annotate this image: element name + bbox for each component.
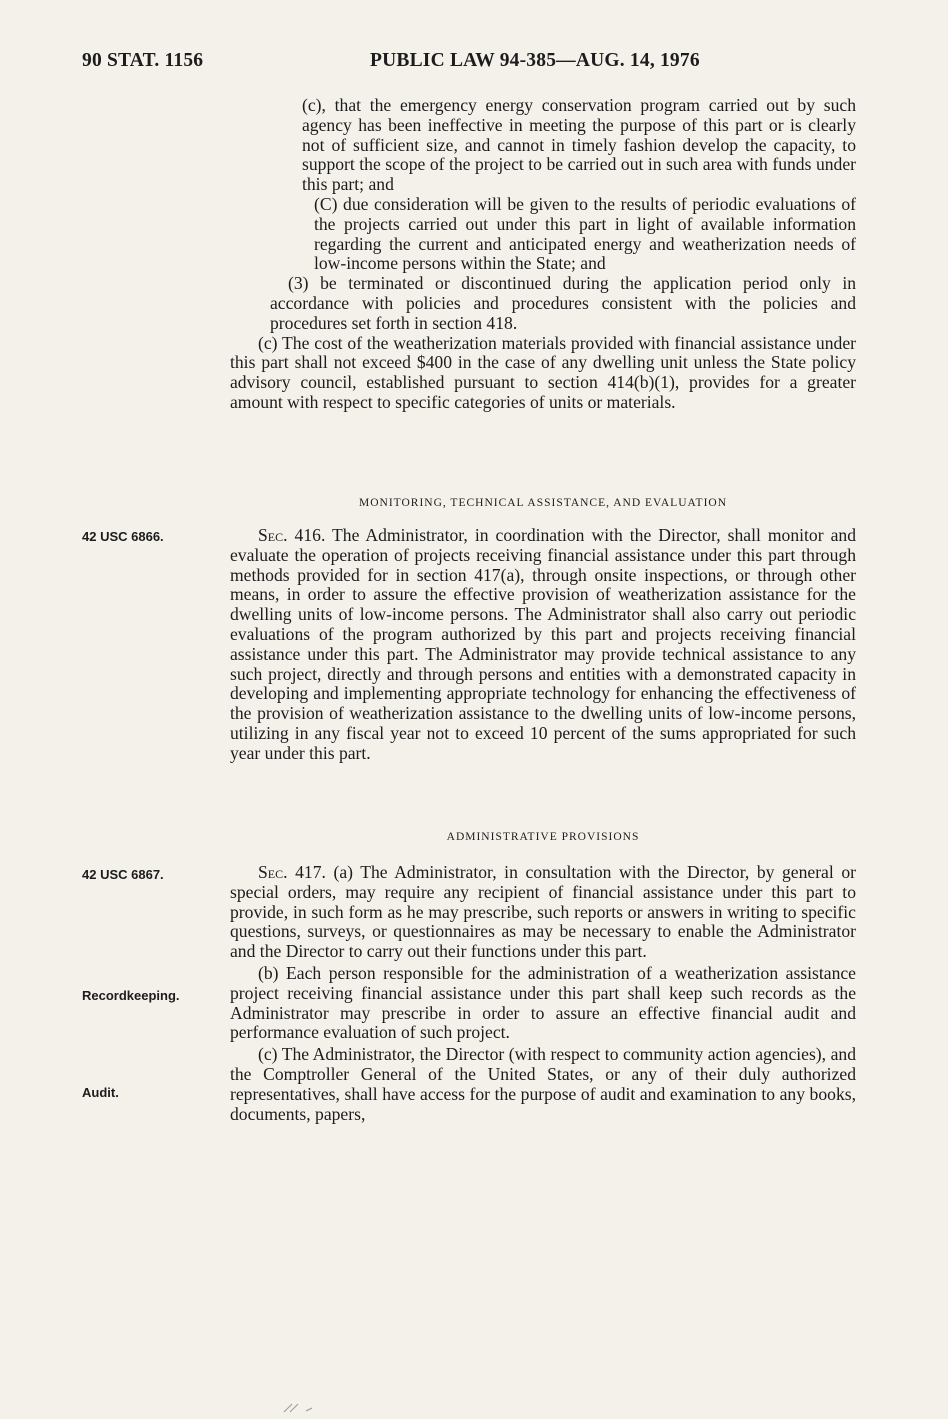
section-417a-text: 417. (a) The Administrator, in consultation with the Director, by general or special orders, may require any recipient of financial assistance under this part to provide, in such form as he may prescribe, such reports or answers in writing to specific questions, surveys, or questionnaires as may be necessary to enable the Administrator and the Director to carry out their functions under this part. <box>230 862 856 962</box>
paragraph-C: (C) due consideration will be given to the results of periodic evaluations of the projects carried out under this part in light of available information regarding the current and anticipated energy and weatherization needs of low-income persons within the State; and <box>314 193 856 274</box>
smudge-mark <box>280 1400 330 1416</box>
section-416-text: 416. The Administrator, in coordination with the Director, shall monitor and evaluate the operation of projects receiving financial assistance under this part through methods provided for in section 417(a), through onsite inspections, or through other means, in order to assure the effective provision of weatherization assistance for the dwelling units of low-income persons. The Administrator shall also carry out periodic evaluations of the program authorized by this part and projects receiving financial assistance under this part. The Administrator may provide technical assistance to any such project, directly and through persons and entities with a demonstrated capacity in developing and implementing appropriate technology for enhancing the effectiveness of the provision of weatherization assistance to the dwelling units of low-income persons, utilizing in any fiscal year not to exceed 10 percent of the sums appropriated for such year under this part. <box>230 525 856 763</box>
paragraph-c-cost: (c) The cost of the weatherization materials provided with financial assistance under this part shall not exceed $400 in the case of any dwelling unit unless the State policy advisory council, established pursuant to section 414(b)(1), provides for a greater amount with respect to specific categories of units or materials. <box>230 332 856 412</box>
section-417c-text: (c) The Administrator, the Director (with respect to community action agencies), and the Comptroller General of the United States, or any of their duly authorized representatives, shall have access for the purpose of audit and examination to any books, documents, papers, <box>230 1044 856 1124</box>
margin-note-6866: 42 USC 6866. <box>82 529 164 544</box>
sec-label: Sec. <box>258 862 288 882</box>
section-heading-monitoring: MONITORING, TECHNICAL ASSISTANCE, AND EVALUATION <box>358 497 728 509</box>
margin-note-recordkeeping: Recordkeeping. <box>82 988 180 1003</box>
running-head: PUBLIC LAW 94-385—AUG. 14, 1976 <box>370 50 700 71</box>
section-417b-text: (b) Each person responsible for the administration of a weatherization assistance project receiving financial assistance under this part shall keep such records as the Administrator may prescribe in order to assure an effective financial audit and performance evaluation of such project. <box>230 962 856 1043</box>
sec-label: Sec. <box>258 525 288 545</box>
paragraph-c-clause: (c), that the emergency energy conservation program carried out by such agency has been ineffective in meeting the purpose of this part or is clearly not of sufficient size, and cannot in timely fashion develop the capacity, to support the scope of the project to be carried out in such area with funds under this part; and <box>302 95 856 195</box>
paragraph-3: (3) be terminated or discontinued during the application period only in accordance with policies and procedures consistent with the policies and procedures set forth in section 418. <box>270 273 856 333</box>
section-heading-administrative: ADMINISTRATIVE PROVISIONS <box>446 831 640 843</box>
section-416 <box>230 526 856 764</box>
page-citation: 90 STAT. 1156 <box>82 50 204 71</box>
margin-note-audit: Audit. <box>82 1085 119 1100</box>
continued-text <box>230 96 856 413</box>
section-417 <box>230 863 856 1124</box>
margin-note-6867: 42 USC 6867. <box>82 867 164 882</box>
